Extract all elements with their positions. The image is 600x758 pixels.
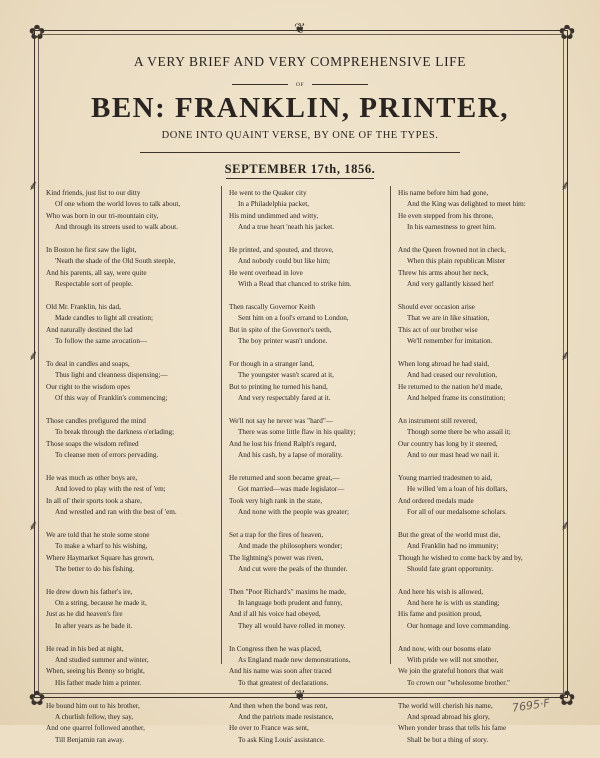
verse-line: Our homage and love commanding. [407,621,511,630]
flourish-icon: ⸙ [28,179,39,194]
verse-line: With pride we will not smother, [407,656,499,665]
corner-ornament-icon: ✿ [558,688,576,710]
verse-line: For though in a stranger land, [229,359,315,368]
verse-line: He was much as other boys are, [46,473,138,482]
stanza [229,359,399,404]
verse-line: That we are in like situation, [407,314,490,323]
stanza [398,644,570,689]
verse-column-3 [398,188,570,758]
verse-line: And studied summer and winter, [55,656,149,665]
verse-line: The lightning's power was riven, [229,553,324,562]
verse-line: And very respectably fared at it. [238,393,331,402]
verse-line: Those soaps the wisdom refined [46,439,139,448]
flourish-icon: ❦ [294,22,306,37]
verse-line: To follow the same avocation— [55,336,148,345]
heading-line-1: A VERY BRIEF AND VERY COMPREHENSIVE LIFE [133,54,467,69]
flourish-icon: ⸙ [560,349,571,364]
verse-line: And here he is with us standing; [407,599,500,608]
verse-line: And had ceased our revolution, [407,371,498,380]
verse-line: Then "Poor Richard's" maxims he made, [229,587,346,596]
verse-line: In all ol' their sports took a share, [46,496,142,505]
verse-line: There was some little flaw in his quality; [238,428,356,437]
verse-line: Though some there be who assail it; [407,428,511,437]
verse-line: For all of our medalsome scholars. [407,507,507,516]
divider [312,84,368,85]
verse-line: Respectable sort of people. [55,280,133,288]
verse-line: Should ever occasion arise [398,302,475,311]
verse-line: And Franklin had no immunity; [407,542,499,551]
verse-line: And the King was delighted to meet him: [407,200,526,209]
verse-line: We are told that he stole some stone [46,530,150,539]
verse-line: To make a wharf to his wishing, [55,542,148,551]
column-divider [221,186,222,664]
verse-line: And the Queen frowned not in check, [398,245,506,254]
stanza [229,701,399,746]
verse-line: And if all his voice had obeyed, [229,610,321,619]
verse-column-1 [46,188,216,758]
verse-line: In Congress then he was placed, [229,644,322,653]
verse-line: An instrument still revered, [398,416,478,425]
page-title: BEN: FRANKLIN, PRINTER, [91,92,509,124]
verse-line: To ask King Louis' assistance. [238,735,325,744]
heading-of: OF [295,82,305,88]
stanza [229,587,399,632]
stanza [46,530,216,575]
verse-line: And he lost his friend Ralph's regard, [229,439,337,448]
verse-line: We'll not say he never was "hard"— [229,416,333,425]
verse-column-2 [229,188,399,758]
stanza [46,188,216,233]
verse-line: To cleanse men of errors pervading. [55,450,159,459]
verse-line: Then rascally Governor Keith [229,302,316,311]
verse-line: And nobody could but like him; [238,257,331,266]
stanza [398,587,570,632]
stanza [229,245,399,290]
verse-line: And very gallantly kissed her! [407,280,495,288]
divider [226,178,374,179]
corner-ornament-icon: ✿ [28,22,46,44]
stanza [398,188,570,233]
verse-line: Though he wished to come back by and by, [398,553,523,562]
stanza [46,701,216,746]
stanza [46,359,216,404]
verse-line: In Boston he first saw the light, [46,245,137,254]
stanza [398,416,570,461]
verse-line: Those candles prefigured the mind [46,416,146,425]
verse-line: They all would have rolled in money. [238,621,346,630]
verse-line: We join the grateful honors that wait [398,667,504,676]
flourish-icon: ⸙ [560,179,571,194]
verse-line: And ordered medals made [398,496,474,505]
stanza [398,359,570,404]
verse-line: Made candles to light all creation; [55,314,153,323]
stanza [229,473,399,518]
verse-line: His father made him a printer. [55,678,142,687]
divider [140,152,460,153]
verse-line: And spread abroad his glory, [407,713,490,722]
verse-line: Young married tradesmen to aid, [398,473,493,482]
verse-line: Thus light and cleanness dispensing;— [55,371,168,380]
verse-line: In his earnestness to greet him. [407,223,497,232]
verse-line: And none with the people was greater; [238,507,349,516]
stanza [46,644,216,689]
verse-line: With a Read that chanced to strike him. [238,280,352,288]
verse-line: And his name was soon after traced [229,667,332,676]
verse-line: And wrestled and ran with the best of 'em. [55,507,177,516]
verse-line: Shall be but a thing of story. [407,735,489,744]
verse-line: And made the philosophers wonder; [238,542,343,551]
verse-line: And the patriots made resistance, [238,713,334,722]
stanza [229,644,399,689]
flourish-icon: ⸙ [28,519,39,534]
verse-line: And helped frame its constitution; [407,393,506,402]
verse-line: His fame and position proud, [398,610,482,619]
verse-line: In language both prudent and funny, [238,599,343,608]
verse-line: And through its streets used to walk about. [55,223,178,232]
verse-line: And then when the bond was rent, [229,701,328,710]
stanza [229,302,399,347]
verse-line: Till Benjamin ran away. [55,735,125,744]
verse-line: A churlish fellow, they say, [55,713,134,722]
verse-line: He over to France was sent, [229,724,309,733]
verse-line: When yonder brass that tells his fame [398,724,507,733]
verse-line: His name before him had gone, [398,189,489,197]
verse-line: And one quarrel followed another, [46,724,145,733]
verse-line: He went to the Quaker city [229,189,307,197]
catalog-mark: 7695·F [511,696,551,715]
verse-line: And a true heart 'neath his jacket. [238,223,335,232]
stanza [46,245,216,290]
verse-line: The boy printer wasn't undone. [238,336,328,345]
verse-line: But in spite of the Governor's teeth, [229,325,332,334]
verse-line: He drew down his father's ire, [46,587,133,596]
verse-line: And his cash, by a lapse of morality. [238,450,343,459]
stanza [398,530,570,575]
verse-line: The youngster wasn't scared at it, [238,371,334,380]
verse-line: Our country has long by it steered, [398,439,498,448]
corner-ornament-icon: ✿ [558,22,576,44]
verse-line: When this plain republican Mister [407,257,506,266]
verse-line: Set a trap for the fires of heaven, [229,530,324,539]
verse-line: And now, with our bosoms elate [398,644,491,653]
verse-line: And loved to play with the rest of 'em; [55,485,166,494]
verse-line: Who was born in our tri-mountain city, [46,211,159,220]
verse-line: He bound him out to his brother, [46,701,140,710]
date-line: SEPTEMBER 17th, 1856. [224,162,376,176]
stanza [46,302,216,347]
verse-line: When, seeing his Benny so bright, [46,667,145,676]
stanza [398,302,570,347]
verse-line: We'll remember for imitation. [407,336,493,345]
stanza [398,473,570,518]
verse-line: Our right to the wisdom opes [46,382,131,391]
verse-line: Of one whom the world loves to talk about, [55,200,181,209]
verse-line: In after years as he bade it. [55,621,133,630]
verse-line: Sent him on a fool's errand to London, [238,314,349,323]
verse-line: He willed 'em a loan of his dollars, [407,485,508,494]
verse-line: He printed, and spouted, and throve, [229,245,334,254]
verse-line: But the great of the world must die, [398,530,501,539]
stanza [229,530,399,575]
verse-line: To break through the darkness o'erlading; [55,428,175,437]
flourish-icon: ❦ [294,689,306,704]
verse-line: Just as he did heaven's fire [46,610,123,619]
verse-line: The better to do his fishing. [55,564,135,573]
stanza [46,587,216,632]
verse-line: As England made new demonstrations, [238,656,351,665]
verse-line: 'Neath the shade of the Old South steeple, [55,257,176,266]
verse-line: His mind undimmed and witty, [229,211,319,220]
subtitle: DONE INTO QUAINT VERSE, BY ONE OF THE TYPES. [161,130,439,141]
verse-line: Took very high rank in the state, [229,496,323,505]
flourish-icon: ⸙ [560,519,571,534]
verse-line: And his parents, all say, were quite [46,268,147,277]
verse-line: He went overhead in love [229,268,303,277]
flourish-icon: ⸙ [28,349,39,364]
verse-line: Kind friends, just list to our ditty [46,189,141,197]
verse-line: To crown our "wholesome brother." [407,678,510,687]
stanza [229,188,399,233]
stanza [398,245,570,290]
verse-line: Old Mr. Franklin, his dad, [46,302,121,311]
stanza [46,416,216,461]
stanza [46,473,216,518]
stanza [229,416,399,461]
verse-line: He even stepped from his throne, [398,211,494,220]
verse-line: But to printing he turned his hand, [229,382,328,391]
verse-line: In a Philadelphia packet, [238,200,310,209]
verse-line: And cut were the peals of the thunder. [238,564,348,573]
corner-ornament-icon: ✿ [28,688,46,710]
verse-line: When long abroad he had staid, [398,359,490,368]
verse-line: Of this way of Franklin's commencing; [55,393,168,402]
verse-line: And naturally destined the lad [46,325,133,334]
verse-line: This act of our brother wise [398,325,478,334]
verse-line: On a string, because he made it, [55,599,147,608]
verse-line: He read in his bed at night, [46,644,124,653]
verse-line: Threw his arms about her neck, [398,268,489,277]
verse-line: He returned to the nation he'd made, [398,382,503,391]
verse-line: To that greatest of declarations. [238,678,329,687]
verse-line: Got married—was made legislator— [238,485,345,494]
verse-line: Should fate grant opportunity. [407,564,494,573]
verse-line: To deal in candles and soaps, [46,359,130,368]
verse-line: And to our mast head we nail it. [407,450,500,459]
verse-line: Where Haymarket Square has grown, [46,553,154,562]
verse-line: The world will cherish his name, [398,701,493,710]
verse-line: And here his wish is allowed, [398,587,484,596]
verse-line: He returned and soon became great,— [229,473,340,482]
